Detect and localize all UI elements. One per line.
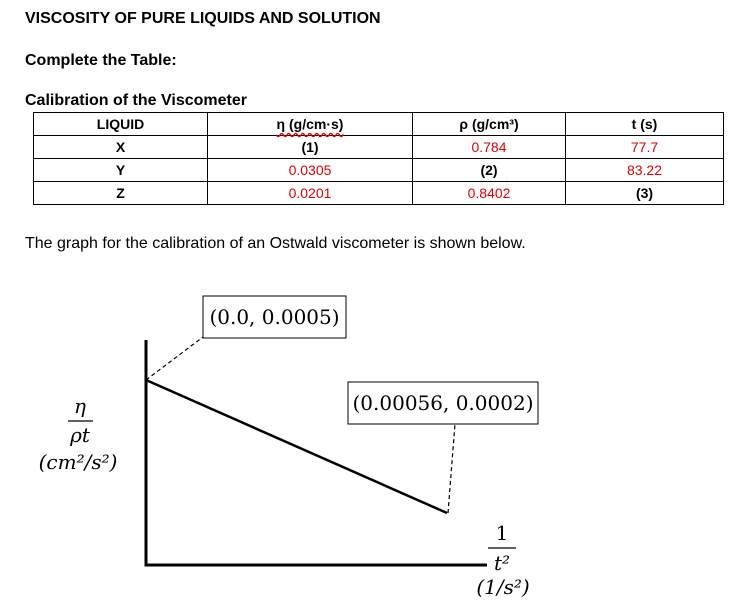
cell-time: 83.22 (566, 159, 724, 182)
x-label-numerator: 1 (495, 521, 509, 545)
header-viscosity: η (g/cm·s) (208, 113, 413, 136)
cell-eta: 0.0201 (208, 182, 413, 205)
cell-eta-blank: (1) (208, 136, 413, 159)
x-label-denominator: t² (493, 551, 511, 575)
x-label-unit: (1/s²) (476, 575, 530, 599)
header-time: t (s) (566, 113, 724, 136)
document-title: VISCOSITY OF PURE LIQUIDS AND SOLUTION (25, 10, 381, 27)
header-density: ρ (g/cm³) (413, 113, 566, 136)
section-heading: Calibration of the Viscometer (25, 92, 247, 109)
y-label-unit: (cm²/s²) (38, 450, 118, 474)
leader-line-point-2 (448, 424, 455, 513)
y-label-numerator: η (74, 394, 86, 418)
cell-eta: 0.0305 (208, 159, 413, 182)
point-2-label: (0.00056, 0.0002) (352, 391, 534, 415)
cell-time-blank: (3) (566, 182, 724, 205)
cell-liquid: X (34, 136, 208, 159)
cell-liquid: Z (34, 182, 208, 205)
leader-line-point-1 (146, 337, 203, 380)
cell-liquid: Y (34, 159, 208, 182)
cell-rho-blank: (2) (413, 159, 566, 182)
instruction-heading: Complete the Table: (25, 52, 177, 69)
y-label-denominator: ρt (70, 423, 90, 447)
cell-time: 77.7 (566, 136, 724, 159)
point-1-label: (0.0, 0.0005) (209, 305, 340, 329)
cell-rho: 0.784 (413, 136, 566, 159)
graph-intro-text: The graph for the calibration of an Ostwald viscometer is shown below. (25, 235, 526, 252)
header-liquid: LIQUID (34, 113, 208, 136)
cell-rho: 0.8402 (413, 182, 566, 205)
